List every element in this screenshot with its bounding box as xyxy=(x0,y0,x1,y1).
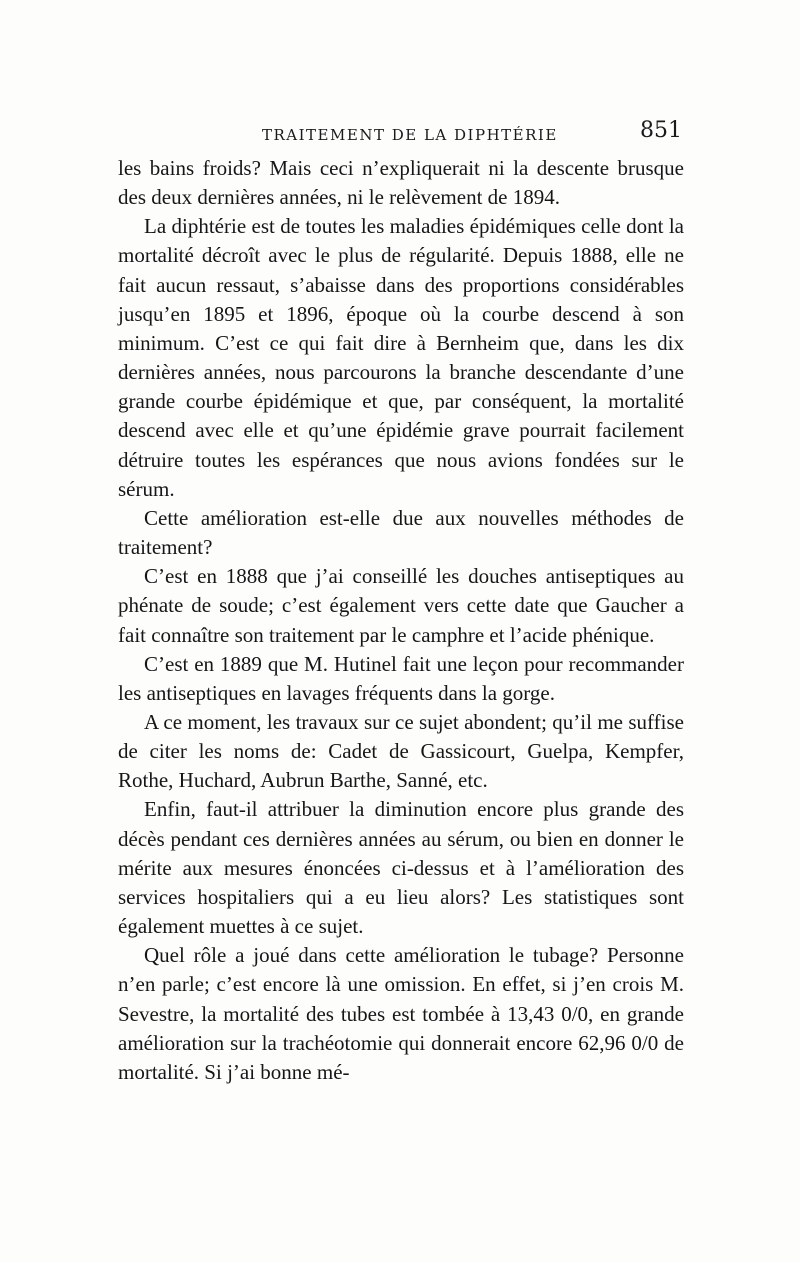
paragraph-diphtheria-mortality: La diphtérie est de toutes les maladies épidémiques celle dont la mortalité décroît avec le plus de régularité. Depuis 1888, elle ne fait aucun ressaut, s’abaisse dans des proportions considérables jusqu’en 1895 et 1896, époque où la courbe descend à son minimum. C’est ce qui fait dire à Bernheim que, dans les dix dernières années, nous parcourons la branche descendante d’une grande courbe épidémique et que, par conséquent, la mortalité descend avec elle et qu’une épidémie grave pourrait facilement détruire toutes les espérances que nous avions fondées sur le sérum. xyxy=(118,214,684,501)
paragraph-continuation: les bains froids? Mais ceci n’expliquerait ni la descente brusque des deux dernières années, ni le relèvement de 1894. xyxy=(118,156,684,210)
paragraph-hutinel: C’est en 1889 que M. Hutinel fait une leçon pour recommander les antiseptiques en lavages fréquents dans la gorge. xyxy=(118,651,684,705)
paragraph-serum: Enfin, faut-il attribuer la diminution encore plus grande des décès pendant ces dernières années au sérum, ou bien en donner le mérite aux mesures énoncées ci-dessus et à l’amélioration des services hospitaliers qui a eu lieu alors? Les statistiques sont également muettes à ce sujet. xyxy=(118,797,684,939)
paragraph-treatment-question: Cette amélioration est-elle due aux nouvelles méthodes de traitement? xyxy=(118,505,684,560)
running-title: TRAITEMENT DE LA DIPHTÉRIE xyxy=(262,126,558,144)
paragraph-tubage: Quel rôle a joué dans cette amélioration le tubage? Personne n’en parle; c’est encore là une omission. En effet, si j’en crois M. Sevestre, la mortalité des tubes est tombée à 13,43 0/0, en grande amélioration sur la trachéotomie qui donnerait encore 62,96 0/0 de mortalité. Si j’ai bonne mé- xyxy=(118,943,684,1084)
paragraph-antiseptic-douches: C’est en 1888 que j’ai conseillé les douches antiseptiques au phénate de soude; c’est également vers cette date que Gaucher a fait connaître son traitement par le camphre et l’acide phénique. xyxy=(118,564,684,647)
body-text xyxy=(118,154,684,1087)
running-head xyxy=(118,118,684,154)
page-number: 851 xyxy=(640,118,682,143)
paragraph-authors: A ce moment, les travaux sur ce sujet abondent; qu’il me suffise de citer les noms de: Cadet de Gassicourt, Guelpa, Kempfer, Rothe, Huchard, Aubrun Barthe, Sanné, etc. xyxy=(118,709,684,793)
